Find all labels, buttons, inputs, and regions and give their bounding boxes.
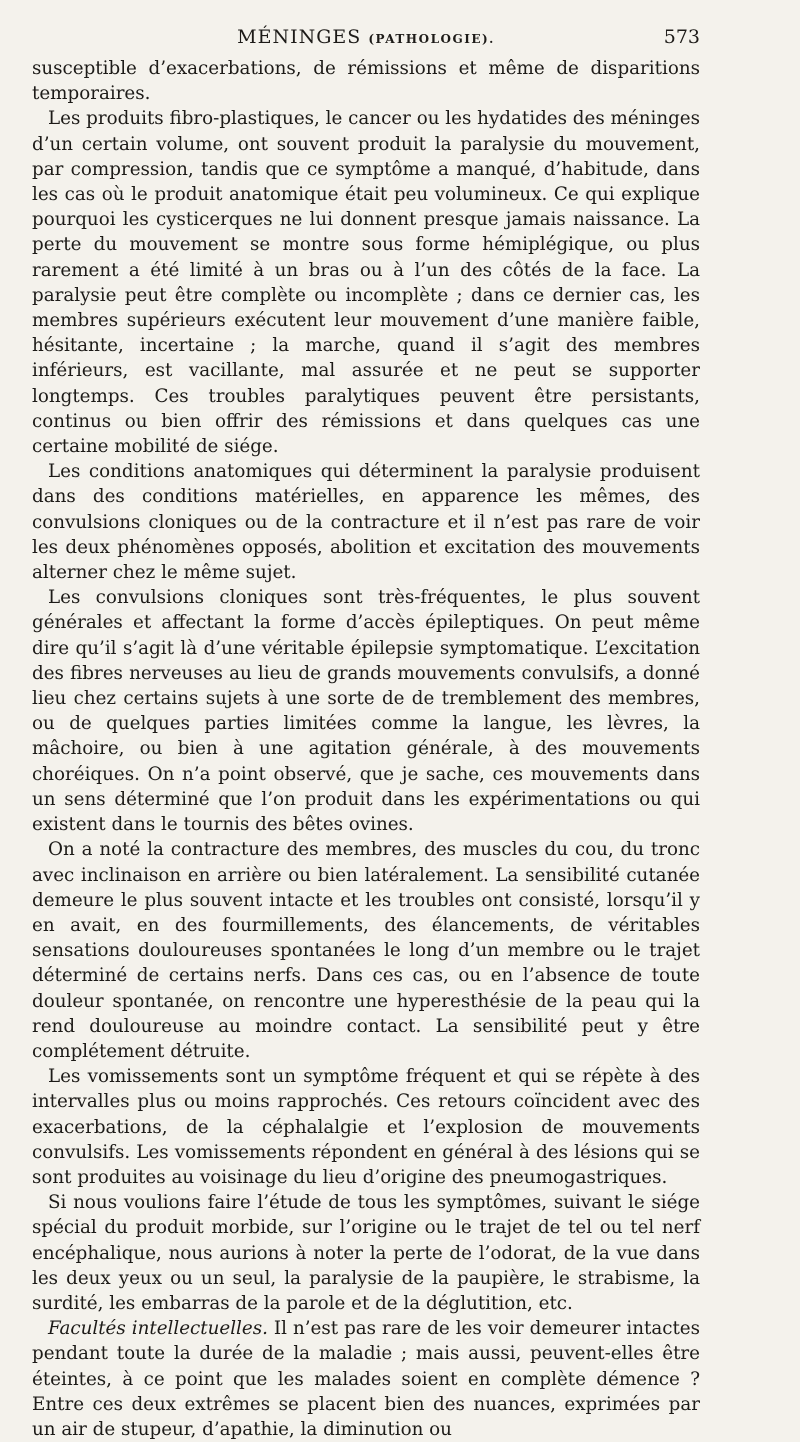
paragraph: Les conditions anatomiques qui déterminent la paralysie produisent dans des conditions matérielles, en apparence les mêmes, des convulsions cloniques ou de la contracture et il n’est pas rare de voir les deux phénomènes opposés, abolition et excitation des mouvements alterner chez le même sujet. [32, 461, 700, 584]
paragraph: On a noté la contracture des membres, des muscles du cou, du tronc avec inclinaison en arrière ou bien latéralement. La sensibilité cutanée demeure le plus souvent intacte et les troubles ont consisté, lorsqu’il y en avait, en des fourmillements, des élancements, de véritables sensations douloureuses spontanées le long d’un membre ou le trajet déterminé de certains nerfs. Dans ces cas, ou en l’absence de toute douleur spontanée, on rencontre une hyperesthésie de la peau qui la rend douloureuse au moindre contact. La sensibilité peut y être complétement détruite. [32, 839, 700, 1062]
paragraph: susceptible d’exacerbations, de rémissions et même de disparitions temporaires. [32, 58, 700, 105]
paragraph: Les convulsions cloniques sont très-fréquentes, le plus souvent générales et affectant la forme d’accès épileptiques. On peut même dire qu’il s’agit là d’une véritable épilepsie symptomatique. L’excitation des fibres nerveuses au lieu de grands mouvements convulsifs, a donné lieu chez certains sujets à une sorte de de tremblement des membres, ou de quelques parties limitées comme la langue, les lèvres, la mâchoire, ou bien à une agitation générale, à des mouvements choréiques. On n’a point observé, que je sache, ces mouvements dans un sens déterminé que l’on produit dans les expérimentations ou qui existent dans le tournis des bêtes ovines. [32, 587, 700, 836]
running-title [32, 26, 700, 48]
running-head [32, 26, 700, 56]
paragraph: Les produits fibro-plastiques, le cancer ou les hydatides des méninges d’un certain volume, ont souvent produit la paralysie du mouvement, par compression, tandis que ce symptôme a manqué, d’habitude, dans les cas où le produit anatomique était peu volumineux. Ce qui explique pourquoi les cysticerques ne lui donnent presque jamais naissance. La perte du mouvement se montre sous forme hémiplégique, ou plus rarement a été limité à un bras ou à l’un des côtés de la face. La paralysie peut être complète ou incomplète ; dans ce dernier cas, les membres supérieurs exécutent leur mouvement d’une manière faible, hésitante, incertaine ; la marche, quand il s’agit des membres inférieurs, est vacillante, mal assurée et ne peut se supporter longtemps. Ces troubles paralytiques peuvent être persistants, continus ou bien offrir des rémissions et dans quelques cas une certaine mobilité de siége. [32, 108, 700, 458]
body-text [32, 56, 700, 1442]
page-number: 573 [663, 26, 700, 48]
paragraph: Si nous voulions faire l’étude de tous les symptômes, suivant le siége spécial du produit morbide, sur l’origine ou le trajet de tel ou tel nerf encéphalique, nous aurions à noter la perte de l’odorat, de la vue dans les deux yeux ou un seul, la paralysie de la paupière, le strabisme, la surdité, les embarras de la parole et de la déglutition, etc. [32, 1192, 700, 1314]
chapter-subtitle: (PATHOLOGIE). [368, 32, 495, 46]
chapter-title: MÉNINGES [237, 26, 362, 48]
paragraph [32, 1316, 700, 1442]
section-heading: Facultés intellectuelles. [48, 1318, 268, 1340]
book-page [32, 26, 700, 1440]
paragraph: Les vomissements sont un symptôme fréquent et qui se répète à des intervalles plus ou moins rapprochés. Ces retours coïncident avec des exacerbations, de la céphalalgie et l’explosion de mouvements convulsifs. Les vomissements répondent en général à des lésions qui se sont produites au voisinage du lieu d’origine des pneumogastriques. [32, 1066, 700, 1188]
paragraph-text: Il n’est pas rare de les voir demeurer intactes pendant toute la durée de la maladie ; mais aussi, peuvent-elles être éteintes, à ce point que les malades soient en complète démence ? Entre ces deux extrêmes se placent bien des nuances, exprimées par un air de stupeur, d’apathie, la diminution ou [32, 1318, 700, 1440]
